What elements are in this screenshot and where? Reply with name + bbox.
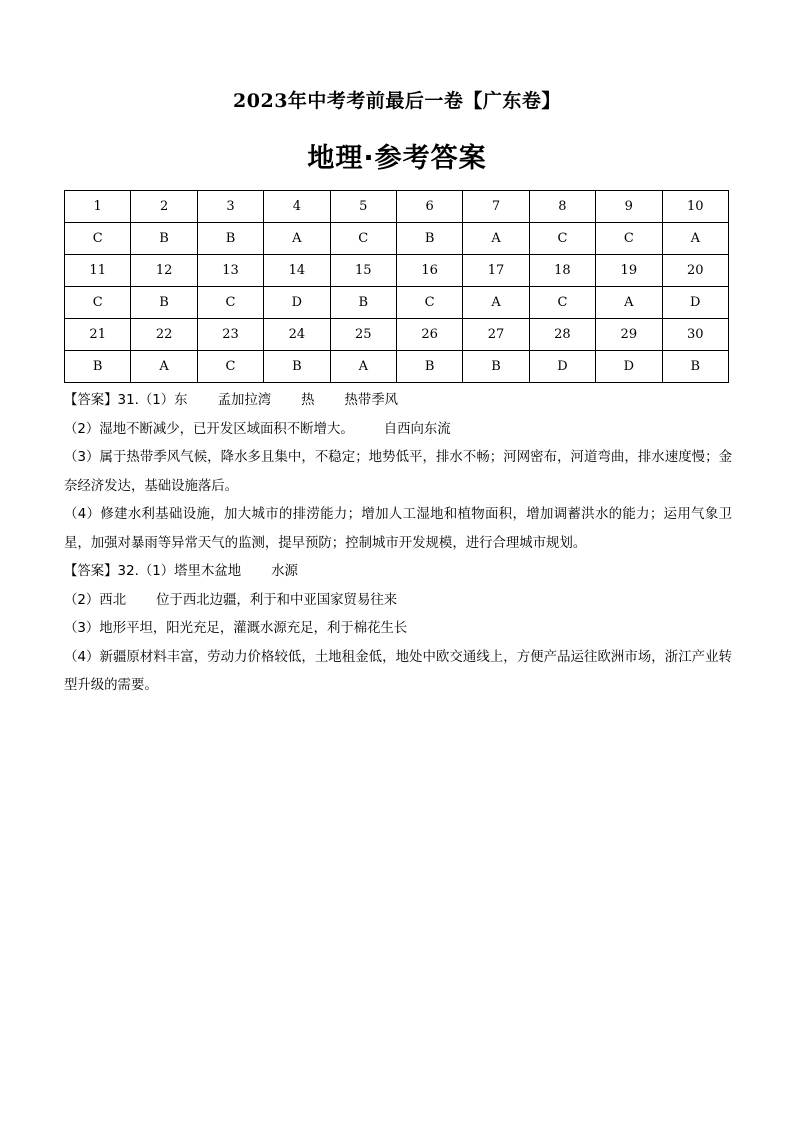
answer-letter-cell: C: [529, 287, 595, 319]
answer-letter-cell: B: [662, 351, 728, 383]
question-number-cell: 24: [264, 319, 330, 351]
q32-prefix: 【答案】32.（1）塔里木盆地: [64, 564, 242, 579]
q31-line-2: [64, 416, 732, 445]
question-number-row: [65, 191, 729, 223]
answer-letter-cell: D: [264, 287, 330, 319]
answer-letter-cell: A: [662, 223, 728, 255]
question-number-cell: 15: [330, 255, 396, 287]
question-number-cell: 1: [65, 191, 131, 223]
q32-part4: （4）新疆原材料丰富，劳动力价格较低，土地租金低，地处中欧交通线上，方便产品运往欧洲市场，浙江产业转型升级的需要。: [64, 649, 732, 693]
q32-line-1: [64, 558, 732, 587]
answer-letter-cell: D: [596, 351, 662, 383]
question-number-cell: 19: [596, 255, 662, 287]
question-number-cell: 25: [330, 319, 396, 351]
answer-letter-cell: C: [330, 223, 396, 255]
answer-letter-cell: B: [330, 287, 396, 319]
answer-letter-cell: C: [65, 287, 131, 319]
q31-answer-heat: 热: [301, 393, 315, 408]
q31-prefix: 【答案】31.（1）东: [64, 393, 188, 408]
answer-letter-cell: C: [65, 223, 131, 255]
answer-letter-cell: D: [662, 287, 728, 319]
q31-part3: （3）属于热带季风气候，降水多且集中，不稳定；地势低平，排水不畅；河网密布，河道弯曲，排水速度慢；金奈经济发达，基础设施落后。: [64, 450, 732, 494]
answer-letter-cell: B: [131, 223, 197, 255]
answer-letter-cell: A: [463, 223, 529, 255]
answer-letter-cell: C: [396, 287, 462, 319]
answer-letter-cell: A: [330, 351, 396, 383]
question-number-cell: 12: [131, 255, 197, 287]
question-number-cell: 30: [662, 319, 728, 351]
answer-letter-cell: C: [529, 223, 595, 255]
question-number-cell: 13: [197, 255, 263, 287]
question-number-cell: 29: [596, 319, 662, 351]
answer-table: [64, 190, 729, 383]
answer-letter-cell: C: [596, 223, 662, 255]
question-number-cell: 21: [65, 319, 131, 351]
question-number-cell: 10: [662, 191, 728, 223]
answer-letter-cell: B: [264, 351, 330, 383]
q31-part2-a: （2）湿地不断减少，已开发区域面积不断增大。: [64, 421, 354, 437]
question-number-cell: 17: [463, 255, 529, 287]
answer-letter-cell: B: [396, 351, 462, 383]
question-number-cell: 28: [529, 319, 595, 351]
question-number-cell: 9: [596, 191, 662, 223]
answer-letter-cell: A: [131, 351, 197, 383]
answer-letter-cell: B: [65, 351, 131, 383]
answer-table-body: [65, 191, 729, 383]
question-number-cell: 3: [197, 191, 263, 223]
answer-letter-cell: C: [197, 351, 263, 383]
answer-letter-cell: B: [463, 351, 529, 383]
question-number-cell: 18: [529, 255, 595, 287]
answer-letter-cell: C: [197, 287, 263, 319]
q32-line-2: [64, 587, 732, 616]
q32-part3: （3）地形平坦，阳光充足，灌溉水源充足，利于棉花生长: [64, 621, 408, 636]
q31-part2-b: 自西向东流: [383, 421, 451, 437]
answer-letter-cell: A: [596, 287, 662, 319]
question-number-row: [65, 319, 729, 351]
question-number-cell: 16: [396, 255, 462, 287]
question-number-cell: 11: [65, 255, 131, 287]
question-number-cell: 5: [330, 191, 396, 223]
q31-answer-bay: 孟加拉湾: [217, 393, 272, 408]
answer-letter-cell: B: [396, 223, 462, 255]
question-number-row: [65, 255, 729, 287]
q32-part2-b: 位于西北边疆，利于和中亚国家贸易往来: [156, 592, 398, 608]
answer-letter-cell: B: [197, 223, 263, 255]
answer-letter-row: [65, 351, 729, 383]
answer-letter-cell: B: [131, 287, 197, 319]
exam-subtitle: 地理·参考答案: [307, 143, 487, 174]
question-number-cell: 7: [463, 191, 529, 223]
answer-letter-cell: A: [463, 287, 529, 319]
question-number-cell: 14: [264, 255, 330, 287]
answer-letter-row: [65, 223, 729, 255]
q31-line-1: [64, 387, 732, 416]
question-number-cell: 8: [529, 191, 595, 223]
exam-title: 2023年中考考前最后一卷【广东卷】: [233, 90, 561, 112]
q31-answer-monsoon: 热带季风: [344, 393, 399, 408]
q31-part4: （4）修建水利基础设施，加大城市的排涝能力；增加人工湿地和植物面积，增加调蓄洪水的能力；运用气象卫星，加强对暴雨等异常天气的监测，提早预防；控制城市开发规模，进行合理城市规划。: [64, 507, 732, 551]
answer-letter-cell: A: [264, 223, 330, 255]
answer-letter-row: [65, 287, 729, 319]
question-number-cell: 22: [131, 319, 197, 351]
answer-letter-cell: D: [529, 351, 595, 383]
question-number-cell: 23: [197, 319, 263, 351]
question-number-cell: 27: [463, 319, 529, 351]
question-number-cell: 20: [662, 255, 728, 287]
q32-part2-a: （2）西北: [64, 592, 127, 608]
q32-answer-water: 水源: [271, 564, 298, 579]
question-number-cell: 6: [396, 191, 462, 223]
question-number-cell: 2: [131, 191, 197, 223]
question-number-cell: 26: [396, 319, 462, 351]
question-number-cell: 4: [264, 191, 330, 223]
answer-section: [64, 387, 732, 701]
